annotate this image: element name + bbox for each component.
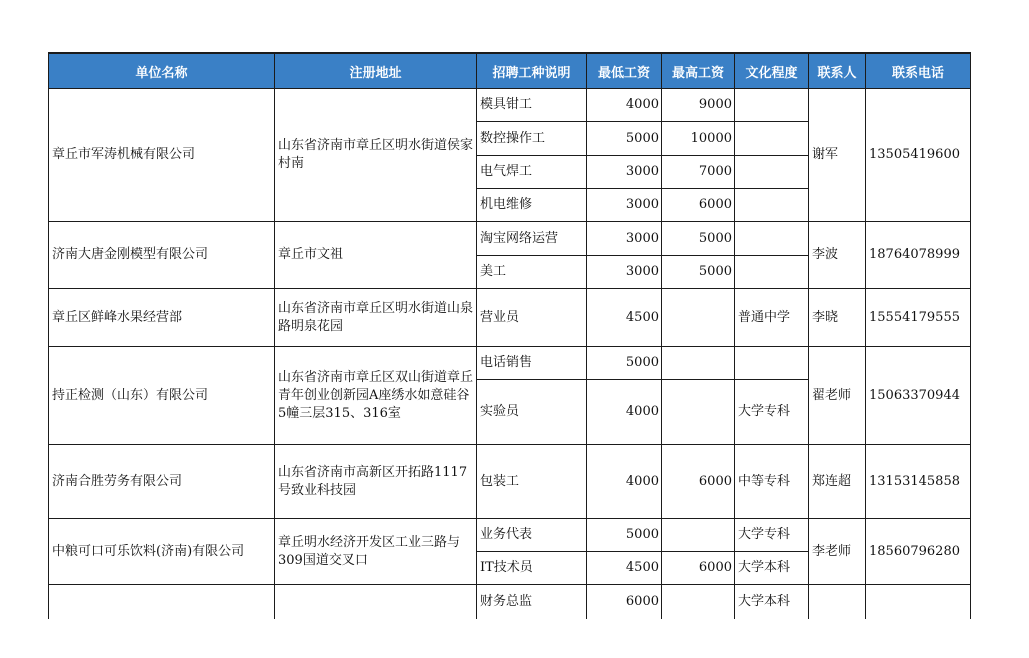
col-header-job[interactable]: 招聘工种说明 <box>477 53 587 89</box>
company-name-cell[interactable]: 济南大唐金刚模型有限公司 <box>49 222 275 289</box>
col-header-max-salary[interactable]: 最高工资 <box>662 53 735 89</box>
table-row <box>49 89 971 122</box>
phone-cell[interactable]: 13153145858 <box>866 445 971 519</box>
col-header-contact[interactable]: 联系人 <box>809 53 866 89</box>
phone-cell[interactable]: 18764078999 <box>866 222 971 289</box>
min-salary-cell[interactable]: 4500 <box>587 552 662 585</box>
table-row <box>49 347 971 380</box>
company-name-cell[interactable]: 中粮可口可乐饮料(济南)有限公司 <box>49 519 275 585</box>
job-title-cell[interactable]: 模具钳工 <box>477 89 587 122</box>
max-salary-cell[interactable]: 6000 <box>662 189 735 222</box>
max-salary-cell[interactable] <box>662 289 735 347</box>
contact-cell[interactable]: 翟老师 <box>809 347 866 445</box>
min-salary-cell[interactable]: 3000 <box>587 156 662 189</box>
education-cell[interactable] <box>735 256 809 289</box>
max-salary-cell[interactable] <box>662 585 735 619</box>
min-salary-cell[interactable]: 5000 <box>587 347 662 380</box>
max-salary-cell[interactable]: 6000 <box>662 552 735 585</box>
phone-cell[interactable]: 15554179555 <box>866 289 971 347</box>
address-cell[interactable] <box>275 585 477 619</box>
job-title-cell[interactable]: IT技术员 <box>477 552 587 585</box>
address-cell[interactable]: 章丘明水经济开发区工业三路与309国道交叉口 <box>275 519 477 585</box>
max-salary-cell[interactable] <box>662 380 735 445</box>
company-name-cell[interactable]: 济南合胜劳务有限公司 <box>49 445 275 519</box>
min-salary-cell[interactable]: 3000 <box>587 256 662 289</box>
address-cell[interactable]: 章丘市文祖 <box>275 222 477 289</box>
col-header-company[interactable]: 单位名称 <box>49 53 275 89</box>
education-cell[interactable] <box>735 347 809 380</box>
education-cell[interactable]: 大学专科 <box>735 519 809 552</box>
col-header-min-salary[interactable]: 最低工资 <box>587 53 662 89</box>
min-salary-cell[interactable]: 6000 <box>587 585 662 619</box>
max-salary-cell[interactable]: 10000 <box>662 122 735 156</box>
contact-cell[interactable]: 郑连超 <box>809 445 866 519</box>
table-row <box>49 585 971 619</box>
max-salary-cell[interactable]: 5000 <box>662 222 735 256</box>
phone-cell[interactable] <box>866 585 971 619</box>
max-salary-cell[interactable]: 6000 <box>662 445 735 519</box>
min-salary-cell[interactable]: 3000 <box>587 222 662 256</box>
min-salary-cell[interactable]: 4000 <box>587 380 662 445</box>
job-title-cell[interactable]: 机电维修 <box>477 189 587 222</box>
table-row <box>49 445 971 519</box>
col-header-phone[interactable]: 联系电话 <box>866 53 971 89</box>
min-salary-cell[interactable]: 3000 <box>587 189 662 222</box>
min-salary-cell[interactable]: 4000 <box>587 89 662 122</box>
education-cell[interactable] <box>735 89 809 122</box>
education-cell[interactable]: 中等专科 <box>735 445 809 519</box>
company-name-cell[interactable]: 章丘市军涛机械有限公司 <box>49 89 275 222</box>
job-title-cell[interactable]: 实验员 <box>477 380 587 445</box>
min-salary-cell[interactable]: 4000 <box>587 445 662 519</box>
max-salary-cell[interactable] <box>662 519 735 552</box>
education-cell[interactable] <box>735 122 809 156</box>
table-row <box>49 519 971 552</box>
table-row <box>49 289 971 347</box>
education-cell[interactable] <box>735 189 809 222</box>
address-cell[interactable]: 山东省济南市章丘区双山街道章丘青年创业创新园A座绣水如意硅谷5幢三层315、316室 <box>275 347 477 445</box>
job-title-cell[interactable]: 电气焊工 <box>477 156 587 189</box>
contact-cell[interactable]: 李晓 <box>809 289 866 347</box>
job-title-cell[interactable]: 业务代表 <box>477 519 587 552</box>
contact-cell[interactable] <box>809 585 866 619</box>
phone-cell[interactable]: 15063370944 <box>866 347 971 445</box>
max-salary-cell[interactable]: 5000 <box>662 256 735 289</box>
table-row <box>49 222 971 256</box>
phone-cell[interactable]: 18560796280 <box>866 519 971 585</box>
max-salary-cell[interactable]: 7000 <box>662 156 735 189</box>
phone-cell[interactable]: 13505419600 <box>866 89 971 222</box>
contact-cell[interactable]: 李老师 <box>809 519 866 585</box>
company-name-cell[interactable]: 章丘区鲜峰水果经营部 <box>49 289 275 347</box>
min-salary-cell[interactable]: 4500 <box>587 289 662 347</box>
job-title-cell[interactable]: 数控操作工 <box>477 122 587 156</box>
job-title-cell[interactable]: 美工 <box>477 256 587 289</box>
job-title-cell[interactable]: 淘宝网络运营 <box>477 222 587 256</box>
education-cell[interactable] <box>735 156 809 189</box>
contact-cell[interactable]: 谢军 <box>809 89 866 222</box>
recruitment-table <box>48 52 971 619</box>
min-salary-cell[interactable]: 5000 <box>587 122 662 156</box>
job-title-cell[interactable]: 电话销售 <box>477 347 587 380</box>
job-title-cell[interactable]: 财务总监 <box>477 585 587 619</box>
col-header-address[interactable]: 注册地址 <box>275 53 477 89</box>
education-cell[interactable]: 大学专科 <box>735 380 809 445</box>
address-cell[interactable]: 山东省济南市高新区开拓路1117号致业科技园 <box>275 445 477 519</box>
contact-cell[interactable]: 李波 <box>809 222 866 289</box>
max-salary-cell[interactable] <box>662 347 735 380</box>
col-header-education[interactable]: 文化程度 <box>735 53 809 89</box>
address-cell[interactable]: 山东省济南市章丘区明水街道山泉路明泉花园 <box>275 289 477 347</box>
education-cell[interactable]: 大学本科 <box>735 585 809 619</box>
education-cell[interactable] <box>735 222 809 256</box>
max-salary-cell[interactable]: 9000 <box>662 89 735 122</box>
education-cell[interactable]: 大学本科 <box>735 552 809 585</box>
company-name-cell[interactable] <box>49 585 275 619</box>
job-title-cell[interactable]: 营业员 <box>477 289 587 347</box>
education-cell[interactable]: 普通中学 <box>735 289 809 347</box>
header-row <box>49 53 971 89</box>
company-name-cell[interactable]: 持正检测（山东）有限公司 <box>49 347 275 445</box>
job-title-cell[interactable]: 包装工 <box>477 445 587 519</box>
address-cell[interactable]: 山东省济南市章丘区明水街道侯家村南 <box>275 89 477 222</box>
min-salary-cell[interactable]: 5000 <box>587 519 662 552</box>
